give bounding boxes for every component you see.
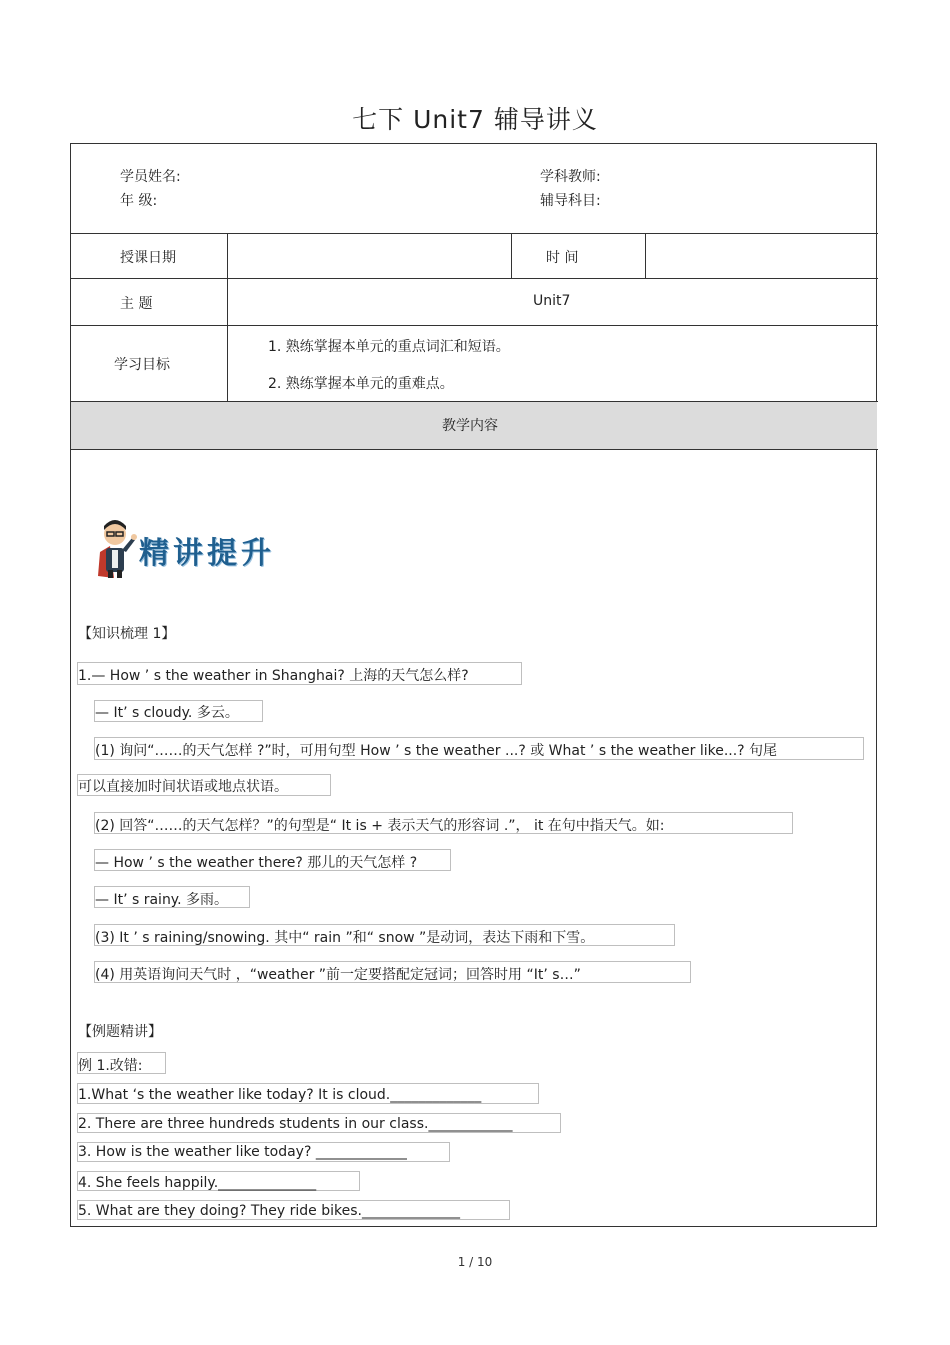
goal-item: 2. 熟练掌握本单元的重难点。 xyxy=(268,376,454,392)
knowledge-line: (1) 询问“……的天气怎样 ?”时，可用句型 How ’ s the weather ...? 或 What ’ s the weather like...? 句尾 xyxy=(95,743,778,759)
table-divider xyxy=(70,233,878,234)
table-divider xyxy=(70,401,878,402)
date-label: 授课日期 xyxy=(120,250,176,266)
table-divider xyxy=(70,278,878,279)
topic-label: 主 题 xyxy=(120,296,153,312)
example-item: 3. How is the weather like today? _____________ xyxy=(78,1144,407,1160)
examples-heading: 【例题精讲】 xyxy=(78,1024,162,1040)
knowledge-line: 1.— How ’ s the weather in Shanghai? 上海的天气怎么样? xyxy=(78,668,469,684)
subject-label: 辅导科目: xyxy=(540,193,601,209)
page-number: 1 / 10 xyxy=(457,1255,493,1269)
example-item: 5. What are they doing? They ride bikes.______________ xyxy=(78,1203,460,1219)
knowledge-line: (4) 用英语询问天气时 ，“weather ”前一定要搭配定冠词；回答时用 “It’ s…” xyxy=(95,967,581,983)
topic-value: Unit7 xyxy=(533,293,571,309)
knowledge-line: (3) It ’ s raining/snowing. 其中“ rain ”和“ snow ”是动词，表达下雨和下雪。 xyxy=(95,930,595,946)
student-name-label: 学员姓名: xyxy=(120,169,181,185)
knowledge-line: — It’ s rainy. 多雨。 xyxy=(95,892,228,908)
knowledge-line: (2) 回答“……的天气怎样？”的句型是“ It is + 表示天气的形容词 .”， it 在句中指天气。如: xyxy=(95,818,665,834)
lesson-table xyxy=(70,143,877,1227)
example-label: 例 1.改错: xyxy=(78,1058,143,1074)
knowledge-line: — How ’ s the weather there? 那儿的天气怎样 ? xyxy=(95,855,418,871)
table-divider xyxy=(227,233,228,401)
knowledge-heading: 【知识梳理 1】 xyxy=(78,626,176,642)
table-divider xyxy=(70,449,878,450)
page-title: 七下 Unit7 辅导讲义 xyxy=(352,105,598,134)
section-logo-text: 精讲提升 xyxy=(139,536,275,571)
table-divider xyxy=(645,233,646,278)
example-item: 2. There are three hundreds students in our class.____________ xyxy=(78,1116,513,1132)
knowledge-line: 可以直接加时间状语或地点状语。 xyxy=(78,779,288,795)
table-divider xyxy=(511,233,512,278)
teacher-label: 学科教师: xyxy=(540,169,601,185)
table-divider xyxy=(70,325,878,326)
time-label: 时 间 xyxy=(546,250,579,266)
goal-item: 1. 熟练掌握本单元的重点词汇和短语。 xyxy=(268,339,510,355)
grade-label: 年 级: xyxy=(120,193,158,209)
goal-label: 学习目标 xyxy=(114,357,170,373)
example-item: 1.What ‘s the weather like today? It is cloud._____________ xyxy=(78,1087,482,1103)
section-title: 教学内容 xyxy=(442,418,498,434)
knowledge-line: — It’ s cloudy. 多云。 xyxy=(95,705,239,721)
example-item: 4. She feels happily.______________ xyxy=(78,1175,317,1191)
